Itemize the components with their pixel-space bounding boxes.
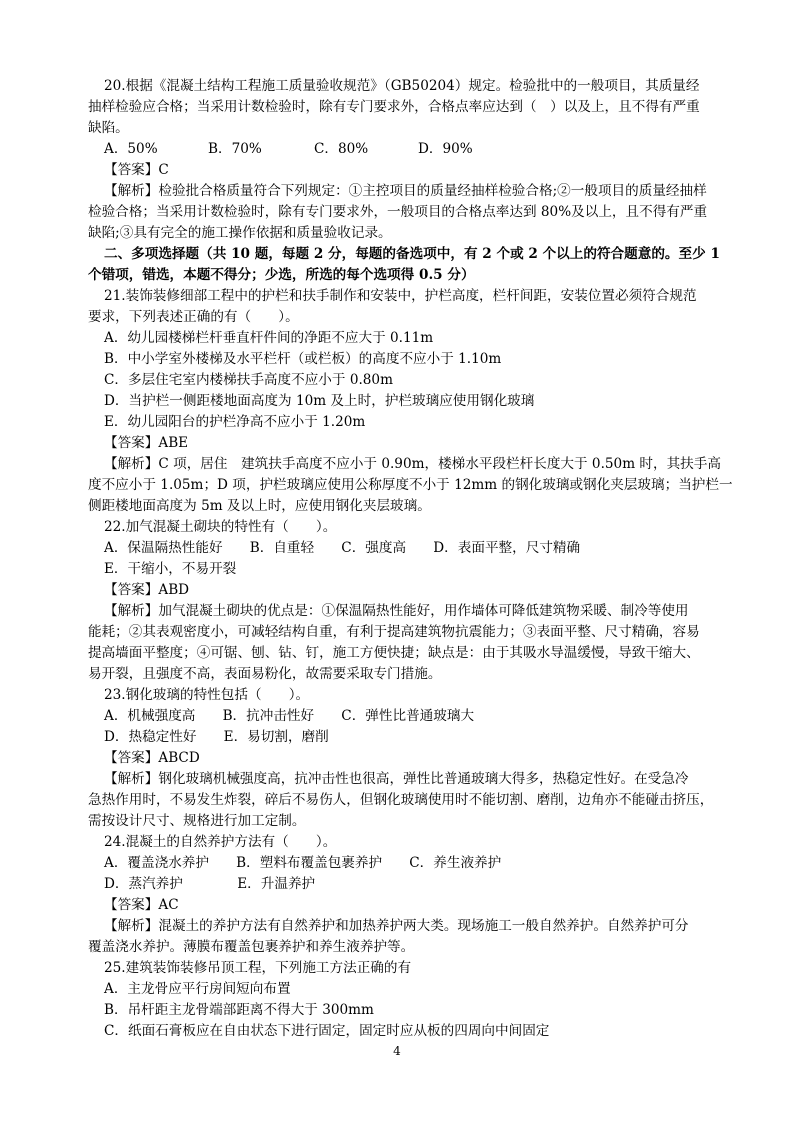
q20-analysis-line-2: 检验合格；当采用计数检验时，除有专门要求外，一般项目的合格点率达到 80%及以上，且不得有严重 [88, 204, 708, 220]
q25-option-c: C．纸面石膏板应在自由状态下进行固定，固定时应从板的四周向中间固定 [104, 1023, 550, 1039]
q25-option-a: A．主龙骨应平行房间短向布置 [104, 981, 291, 997]
q22-options-line-2: E．干缩小，不易开裂 [104, 561, 237, 577]
q22-analysis-line-4: 易开裂，且强度不高，表面易粉化，故需要采取专门措施。 [88, 666, 442, 682]
q23-analysis-line-1: 【解析】钢化玻璃机械强度高，抗冲击性也很高，弹性比普通玻璃大得多，热稳定性好。在受急冷 [104, 771, 689, 787]
q21-option-b: B．中小学室外楼梯及水平栏杆（或栏板）的高度不应小于 1.10m [104, 351, 502, 367]
q24-stem: 24.混凝土的自然养护方法有（ ）。 [104, 834, 337, 850]
q25-option-b: B．吊杆距主龙骨端部距离不得大于 300mm [104, 1002, 374, 1018]
q21-option-e: E．幼儿园阳台的护栏净高不应小于 1.20m [104, 414, 366, 430]
q20-analysis-line-3: 缺陷;③具有完全的施工操作依据和质量验收记录。 [88, 225, 392, 241]
q20-answer: 【答案】C [104, 162, 169, 178]
q20-stem-line-2: 抽样检验应合格；当采用计数检验时，除有专门要求外，合格点率应达到（ ）以及上，且不得有严重 [88, 99, 700, 115]
q24-answer: 【答案】AC [104, 897, 179, 913]
q21-stem-line-2: 要求，下列表述正确的有（ ）。 [88, 309, 299, 325]
q24-analysis-line-2: 覆盖浇水养护。薄膜布覆盖包裹养护和养生液养护等。 [88, 939, 415, 955]
q20-stem-line-3: 缺陷。 [88, 120, 129, 136]
q22-stem: 22.加气混凝土砌块的特性有（ ）。 [104, 519, 337, 535]
q21-analysis-line-2: 度不应小于 1.05m；D 项，护栏玻璃应使用公称厚度不小于 12mm 的钢化玻璃或钢化夹层玻璃；当护栏一 [88, 477, 733, 493]
q20-option-d: D．90% [418, 141, 473, 157]
q21-stem-line-1: 21.装饰装修细部工程中的护栏和扶手制作和安装中，护栏高度，栏杆间距，安装位置必须符合规范 [104, 288, 697, 304]
q22-answer: 【答案】ABD [104, 582, 190, 598]
q23-options-line-2: D．热稳定性好 E．易切割，磨削 [104, 729, 329, 745]
q23-stem: 23.钢化玻璃的特性包括（ ）。 [104, 687, 310, 703]
q22-analysis-line-2: 能耗；②其表观密度小，可减轻结构自重，有利于提高建筑物抗震能力；③表面平整、尺寸精确，容易 [88, 624, 700, 640]
q21-option-d: D．当护栏一侧距楼地面高度为 10m 及上时，护栏玻璃应使用钢化玻璃 [104, 393, 535, 409]
q22-analysis-line-1: 【解析】加气混凝土砌块的优点是：①保温隔热性能好，用作墙体可降低建筑物采暖、制冷等使用 [104, 603, 689, 619]
q24-options-line-2: D．蒸汽养护 E．升温养护 [104, 876, 316, 892]
q24-options-line-1: A．覆盖浇水养护 B．塑料布覆盖包裹养护 C．养生液养护 [104, 855, 502, 871]
q25-stem: 25.建筑装饰装修吊顶工程，下列施工方法正确的有 [104, 960, 412, 976]
q23-analysis-line-3: 需按设计尺寸、规格进行加工定制。 [88, 813, 306, 829]
section-heading-line-1: 二、多项选择题（共 10 题，每题 2 分，每题的备选项中，有 2 个或 2 个以上的符合题意的。至少 1 [104, 246, 720, 262]
q21-answer: 【答案】ABE [104, 435, 189, 451]
q21-analysis-line-3: 侧距楼地面高度为 5m 及以上时，应使用钢化夹层玻璃。 [88, 498, 431, 514]
q20-option-b: B．70% [208, 141, 262, 157]
q21-option-a: A．幼儿园楼梯栏杆垂直杆件间的净距不应大于 0.11m [104, 330, 434, 346]
section-heading-line-2: 个错项，错选，本题不得分；少选，所选的每个选项得 0.5 分） [88, 267, 475, 283]
q21-analysis-line-1: 【解析】C 项，居住 建筑扶手高度不应小于 0.90m，楼梯水平段栏杆长度大于 0.50m 时，其扶手高 [104, 456, 721, 472]
q22-options-line-1: A．保温隔热性能好 B．自重轻 C．强度高 D．表面平整，尺寸精确 [104, 540, 581, 556]
q22-analysis-line-3: 提高墙面平整度；④可锯、刨、钻、钉，施工方便快捷；缺点是：由于其吸水导温缓慢，导致干缩大、 [88, 645, 700, 661]
page-number: 4 [393, 1044, 401, 1058]
q23-options-line-1: A．机械强度高 B．抗冲击性好 C．弹性比普通玻璃大 [104, 708, 475, 724]
q23-analysis-line-2: 急热作用时，不易发生炸裂，碎后不易伤人，但钢化玻璃使用时不能切割、磨削，边角亦不能碰击挤压， [88, 792, 714, 808]
q20-option-c: C．80% [314, 141, 369, 157]
q20-stem-line-1: 20.根据《混凝土结构工程施工质量验收规范》（GB50204）规定。检验批中的一般项目，其质量经 [104, 78, 700, 94]
q21-option-c: C．多层住宅室内楼梯扶手高度不应小于 0.80m [104, 372, 393, 388]
q24-analysis-line-1: 【解析】混凝土的养护方法有自然养护和加热养护两大类。现场施工一般自然养护。自然养护可分 [104, 918, 689, 934]
q20-option-a: A．50% [104, 141, 158, 157]
q20-analysis-line-1: 【解析】检验批合格质量符合下列规定：①主控项目的质量经抽样检验合格;②一般项目的质量经抽样 [104, 183, 707, 199]
q23-answer: 【答案】ABCD [104, 750, 200, 766]
